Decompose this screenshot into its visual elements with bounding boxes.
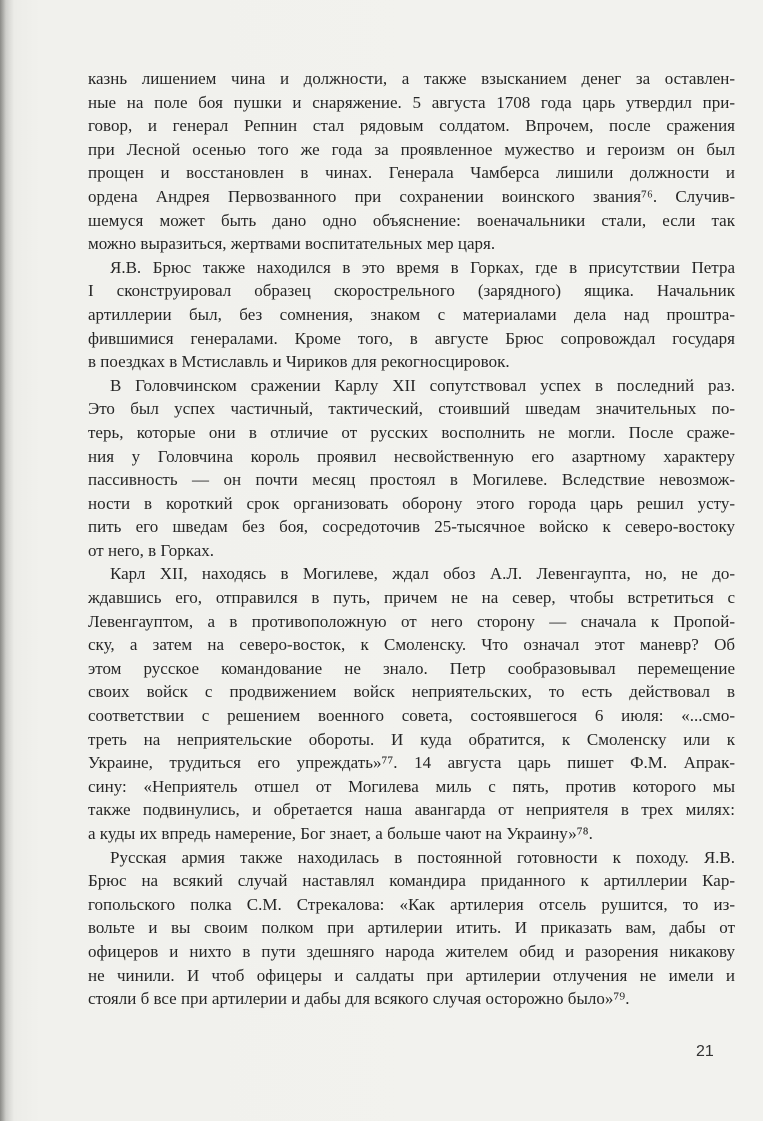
text-line: сину: «Неприятель отшел от Могилева миль с пять, против которого мы: [88, 776, 735, 796]
page-number: 21: [696, 1043, 714, 1060]
text-line: терь, которые они в отличие от русских восполнить не могли. После сраже-: [88, 422, 735, 442]
text-line: в поездках в Мстиславль и Чириков для рекогносцировок.: [88, 352, 510, 372]
paragraph: [88, 67, 735, 256]
text-line: фившимися генералами. Кроме того, в августе Брюс сопровождал государя: [88, 328, 735, 348]
text-line: ждавшись его, отправился в путь, причем не на север, чтобы встретиться с: [88, 588, 735, 608]
paragraph: [88, 562, 735, 845]
paragraph: [88, 374, 735, 563]
text-line: Я.В. Брюс также находился в это время в Горках, где в присутствии Петра: [110, 257, 735, 277]
text-line: Это был успех частичный, тактический, стоивший шведам значительных по-: [88, 399, 735, 419]
text-line: Карл XII, находясь в Могилеве, ждал обоз А.Л. Левенгаупта, но, не до-: [110, 564, 735, 584]
text-line: а куды их впредь намерение, Бог знает, а больше чают на Украину»⁷⁸.: [88, 824, 593, 843]
text-line: ные на поле боя пушки и снаряжение. 5 августа 1708 года царь утвердил при-: [88, 92, 735, 112]
text-line: ния у Головчина король проявил несвойственную его азартному характеру: [88, 446, 735, 466]
text-line: Брюс на всякий случай наставлял командира приданного к артиллерии Кар-: [88, 871, 735, 891]
book-page-body: [88, 67, 735, 1011]
text-line: Русская армия также находилась в постоянной готовности к походу. Я.В.: [110, 847, 735, 867]
text-line: гопольского полка С.М. Стрекалова: «Как артилерия отсель рушится, то из-: [88, 894, 735, 914]
text-line: Левенгауптом, а в противоположную от него сторону — сначала к Пропой-: [88, 611, 735, 631]
text-line: казнь лишением чина и должности, а также взысканием денег за оставлен-: [88, 69, 735, 88]
paragraph: [88, 846, 735, 1011]
text-line: ности в короткий срок организовать оборону этого города царь решил усту-: [88, 493, 735, 513]
text-line: можно выразиться, жертвами воспитательных мер царя.: [88, 234, 496, 254]
text-line: I сконструировал образец скорострельного (зарядного) ящика. Начальник: [88, 281, 735, 301]
text-line: прощен и восстановлен в чинах. Генерала Чамберса лишили должности и: [88, 163, 735, 183]
paragraph: [88, 256, 735, 374]
text-line: при Лесной осенью того же года за проявленное мужество и героизм он был: [88, 139, 735, 159]
text-line: говор, и генерал Репнин стал рядовым солдатом. Впрочем, после сражения: [88, 116, 735, 136]
text-line: шемуся может быть дано одно объяснение: военачальники стали, если так: [88, 210, 735, 230]
text-line: своих войск с продвижением войск неприятельских, то есть действовал в: [88, 682, 735, 702]
text-line: вольте и вы своим полком при артилерии итить. И приказать вам, дабы от: [88, 918, 735, 938]
text-line: пассивность — он почти месяц простоял в Могилеве. Вследствие невозмож-: [88, 470, 735, 490]
text-line: В Головчинском сражении Карлу XII сопутствовал успех в последний раз.: [110, 375, 735, 395]
text-line: стояли б все при артилерии и дабы для всякого случая осторожно было»⁷⁹.: [88, 989, 630, 1009]
text-line: этом русское командование не знало. Петр сообразовывал перемещение: [88, 658, 735, 678]
text-line: ску, а затем на северо-восток, к Смоленску. Что означал этот маневр? Об: [88, 635, 735, 655]
text-line: пить его шведам без боя, сосредоточив 25-тысячное войско к северо-востоку: [88, 517, 735, 537]
text-line: от него, в Горках.: [88, 540, 215, 560]
text-line: треть на неприятельские обороты. И куда обратится, к Смоленску или к: [88, 729, 735, 749]
text-line: не чинили. И чтоб офицеры и салдаты при артилерии отлучения не имели и: [88, 965, 735, 985]
text-line: также подвинулись, и обретается наша авангарда от неприятеля в трех милях:: [88, 800, 735, 820]
text-line: соответствии с решением военного совета, состоявшегося 6 июля: «...смо-: [88, 706, 735, 726]
text-line: артиллерии был, без сомнения, знаком с материалами дела над проштра-: [88, 304, 735, 324]
text-line: офицеров и нихто в пути здешняго народа жителем обид и разорения никакову: [88, 941, 735, 961]
text-line: ордена Андрея Первозванного при сохранении воинского звания⁷⁶. Случив-: [88, 186, 735, 206]
text-line: Украине, трудиться его упреждать»⁷⁷. 14 августа царь пишет Ф.М. Апрак-: [88, 753, 735, 773]
